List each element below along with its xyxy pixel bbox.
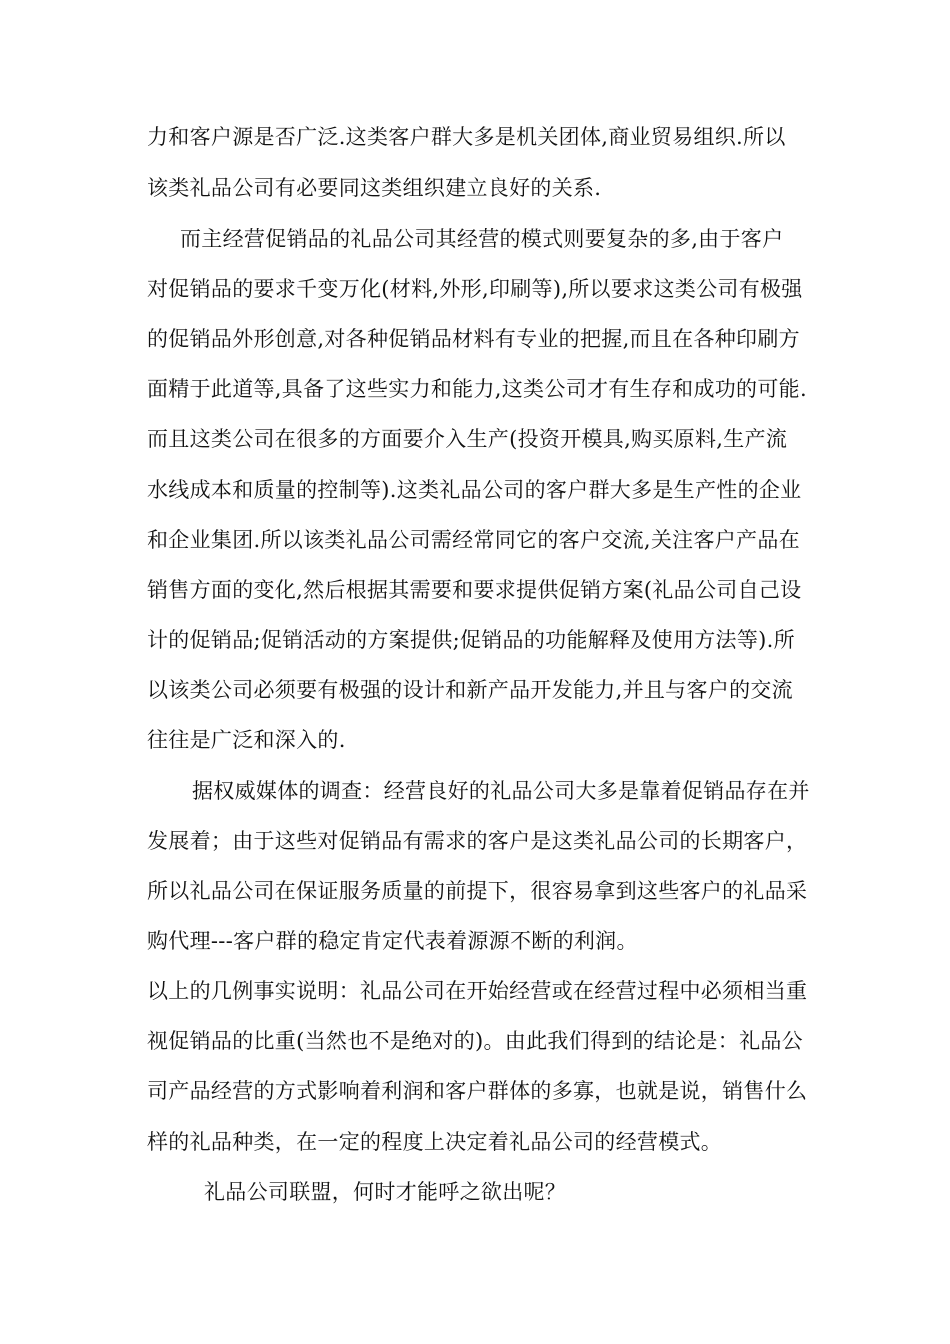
text-line: 以该类公司必须要有极强的设计和新产品开发能力,并且与客户的交流 <box>147 678 793 702</box>
text-line: 视促销品的比重(当然也不是绝对的)。由此我们得到的结论是：礼品公 <box>147 1029 803 1053</box>
text-line: 所以礼品公司在保证服务质量的前提下，很容易拿到这些客户的礼品采 <box>147 879 808 903</box>
text-line: 司产品经营的方式影响着利润和客户群体的多寡，也就是说，销售什么 <box>147 1079 808 1103</box>
text-line: 以上的几例事实说明：礼品公司在开始经营或在经营过程中必须相当重 <box>147 979 808 1003</box>
text-line: 水线成本和质量的控制等).这类礼品公司的客户群大多是生产性的企业 <box>147 478 802 502</box>
text-line: 和企业集团.所以该类礼品公司需经常同它的客户交流,关注客户产品在 <box>147 528 800 552</box>
text-line: 该类礼品公司有必要同这类组织建立良好的关系. <box>147 176 602 200</box>
text-line: 计的促销品;促销活动的方案提供;促销品的功能解释及使用方法等).所 <box>147 628 795 652</box>
text-line: 销售方面的变化,然后根据其需要和要求提供促销方案(礼品公司自己设 <box>147 578 802 602</box>
paragraph-first-line: 据权威媒体的调查：经营良好的礼品公司大多是靠着促销品存在并 <box>192 779 810 803</box>
text-line: 购代理---客户群的稳定肯定代表着源源不断的利润。 <box>147 929 638 953</box>
text-line: 往往是广泛和深入的. <box>147 728 346 752</box>
paragraph-first-line: 而主经营促销品的礼品公司其经营的模式则要复杂的多,由于客户 <box>180 227 784 251</box>
text-line: 面精于此道等,具备了这些实力和能力,这类公司才有生存和成功的可能. <box>147 377 807 401</box>
text-line: 的促销品外形创意,对各种促销品材料有专业的把握,而且在各种印刷方 <box>147 327 800 351</box>
text-line: 力和客户源是否广泛.这类客户群大多是机关团体,商业贸易组织.所以 <box>147 125 786 149</box>
text-line: 而且这类公司在很多的方面要介入生产(投资开模具,购买原料,生产流 <box>147 427 788 451</box>
text-line: 对促销品的要求千变万化(材料,外形,印刷等),所以要求这类公司有极强 <box>147 277 803 301</box>
text-line: 样的礼品种类，在一定的程度上决定着礼品公司的经营模式。 <box>147 1130 723 1154</box>
text-line: 发展着；由于这些对促销品有需求的客户是这类礼品公司的长期客户， <box>147 829 808 853</box>
closing-question: 礼品公司联盟，何时才能呼之欲出呢？ <box>204 1180 567 1204</box>
